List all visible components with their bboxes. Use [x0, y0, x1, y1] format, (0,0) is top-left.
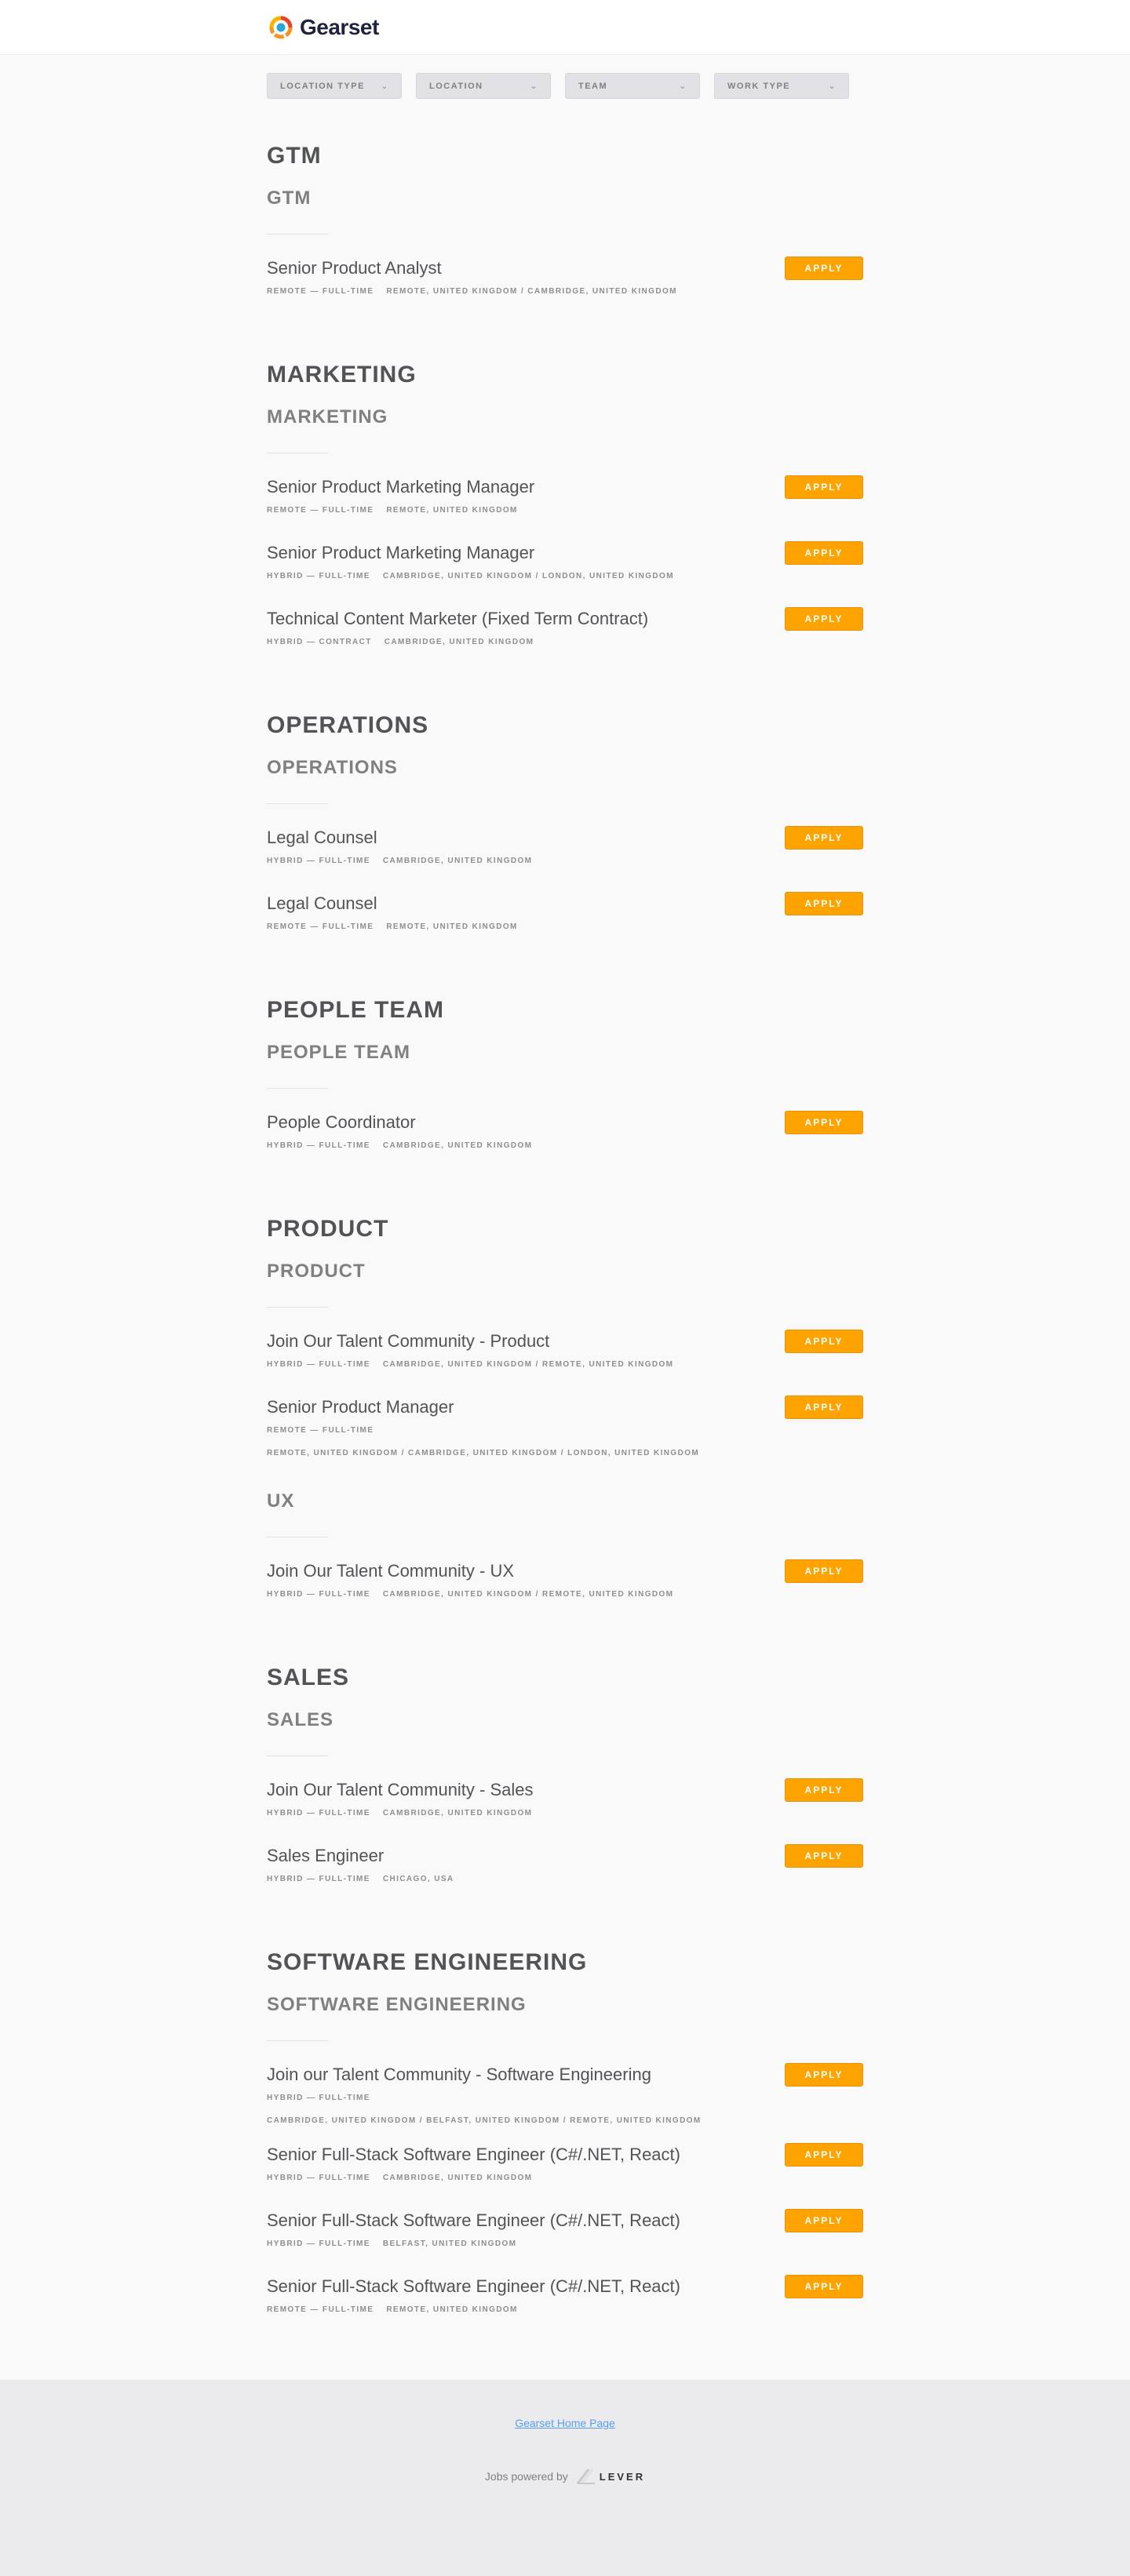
filter-work-type[interactable]	[714, 73, 849, 99]
job-commitment: HYBRID — FULL-TIME	[267, 572, 370, 580]
postings-list	[267, 453, 863, 673]
job-posting	[267, 475, 863, 541]
job-posting	[267, 1111, 863, 1177]
department-title: SALES	[267, 1665, 350, 1690]
team-title: PEOPLE TEAM	[267, 1042, 411, 1063]
postings-list	[267, 1089, 863, 1177]
apply-button[interactable]: APPLY	[785, 1559, 863, 1583]
postings-list	[267, 235, 863, 322]
job-meta	[267, 571, 863, 582]
job-title-link[interactable]: Join Our Talent Community - Product	[267, 1331, 550, 1351]
main-content	[267, 55, 863, 2380]
job-meta-location	[267, 2116, 863, 2127]
job-location: CAMBRIDGE, UNITED KINGDOM / BELFAST, UNITED KINGDOM / REMOTE, UNITED KINGDOM	[267, 2116, 702, 2125]
apply-button[interactable]: APPLY	[785, 2209, 863, 2232]
job-location: REMOTE, UNITED KINGDOM	[386, 506, 518, 515]
job-meta	[267, 856, 863, 867]
job-commitment: HYBRID — FULL-TIME	[267, 2094, 370, 2102]
job-posting	[267, 892, 863, 958]
team-title: PRODUCT	[267, 1261, 366, 1282]
gearset-logo-icon[interactable]	[267, 13, 295, 42]
job-location: CAMBRIDGE, UNITED KINGDOM	[382, 1809, 533, 1817]
job-commitment: HYBRID — FULL-TIME	[267, 2174, 370, 2182]
filter-label: TEAM	[578, 81, 608, 91]
job-title-link[interactable]: Senior Product Marketing Manager	[267, 543, 535, 562]
team-section	[267, 1027, 863, 1177]
department-title: PEOPLE TEAM	[267, 997, 445, 1023]
apply-button[interactable]: APPLY	[785, 1778, 863, 1802]
team-title: UX	[267, 1490, 295, 1512]
job-posting	[267, 2063, 863, 2143]
company-home-link[interactable]: Gearset Home Page	[515, 2417, 615, 2429]
postings-list	[267, 2041, 863, 2341]
job-title-link[interactable]: Technical Content Marketer (Fixed Term Contract)	[267, 609, 649, 628]
job-commitment: HYBRID — FULL-TIME	[267, 1809, 370, 1817]
department-section	[267, 1910, 863, 2341]
postings-list	[267, 1756, 863, 1910]
job-location: CAMBRIDGE, UNITED KINGDOM / REMOTE, UNITED KINGDOM	[382, 1360, 674, 1369]
apply-button[interactable]: APPLY	[785, 475, 863, 499]
job-meta	[267, 1589, 863, 1600]
apply-button[interactable]: APPLY	[785, 1330, 863, 1353]
filter-bar	[267, 55, 863, 104]
team-title: SOFTWARE ENGINEERING	[267, 1994, 527, 2015]
team-section	[267, 1979, 863, 2341]
job-location: REMOTE, UNITED KINGDOM	[386, 922, 518, 931]
site-header	[0, 0, 1130, 55]
lever-logo-icon	[576, 2468, 596, 2485]
job-title-link[interactable]: Senior Full-Stack Software Engineer (C#/.NET, React)	[267, 2276, 680, 2296]
team-section	[267, 173, 863, 322]
job-location: REMOTE, UNITED KINGDOM / CAMBRIDGE, UNITED KINGDOM	[386, 287, 677, 296]
chevron-down-icon: ⌄	[530, 82, 538, 91]
job-posting	[267, 2209, 863, 2275]
job-location: CAMBRIDGE, UNITED KINGDOM	[382, 857, 533, 865]
job-title-link[interactable]: Legal Counsel	[267, 893, 377, 913]
job-commitment: REMOTE — FULL-TIME	[267, 1426, 374, 1435]
job-location: REMOTE, UNITED KINGDOM / CAMBRIDGE, UNITED KINGDOM / LONDON, UNITED KINGDOM	[267, 1449, 700, 1457]
lever-logo[interactable]	[576, 2468, 645, 2485]
job-meta	[267, 2305, 863, 2316]
team-section	[267, 1475, 863, 1625]
job-posting	[267, 1330, 863, 1395]
apply-button[interactable]: APPLY	[785, 607, 863, 631]
team-title: GTM	[267, 187, 312, 209]
department-section	[267, 104, 863, 322]
job-meta	[267, 922, 863, 933]
team-section	[267, 1694, 863, 1910]
apply-button[interactable]: APPLY	[785, 1844, 863, 1868]
apply-button[interactable]: APPLY	[785, 257, 863, 280]
job-meta	[267, 637, 863, 648]
job-meta	[267, 286, 863, 297]
department-list	[267, 104, 863, 2341]
job-title-link[interactable]: Join Our Talent Community - UX	[267, 1561, 515, 1581]
job-commitment: HYBRID — FULL-TIME	[267, 1141, 370, 1150]
apply-button[interactable]: APPLY	[785, 1395, 863, 1419]
job-title-link[interactable]: Legal Counsel	[267, 828, 377, 847]
job-posting	[267, 2275, 863, 2341]
job-meta	[267, 1808, 863, 1819]
job-meta	[267, 1359, 863, 1370]
job-title-link[interactable]: Senior Product Marketing Manager	[267, 477, 535, 497]
job-commitment: REMOTE — FULL-TIME	[267, 287, 374, 296]
job-location: BELFAST, UNITED KINGDOM	[382, 2239, 517, 2248]
logo-text[interactable]: Gearset	[300, 15, 379, 39]
job-location: CAMBRIDGE, UNITED KINGDOM	[382, 2174, 533, 2182]
site-footer	[0, 2380, 1130, 2576]
chevron-down-icon: ⌄	[828, 82, 837, 91]
job-meta	[267, 2239, 863, 2250]
department-section	[267, 958, 863, 1177]
team-title: OPERATIONS	[267, 757, 398, 778]
chevron-down-icon: ⌄	[381, 82, 389, 91]
postings-list	[267, 804, 863, 958]
job-location: CAMBRIDGE, UNITED KINGDOM / LONDON, UNITED KINGDOM	[382, 572, 674, 580]
filter-label: LOCATION	[429, 81, 483, 91]
job-posting	[267, 257, 863, 322]
department-section	[267, 1625, 863, 1910]
job-commitment: REMOTE — FULL-TIME	[267, 506, 374, 515]
postings-list	[267, 1537, 863, 1625]
filter-label: LOCATION TYPE	[280, 81, 365, 91]
team-section	[267, 742, 863, 958]
job-title-link[interactable]: Senior Product Analyst	[267, 258, 442, 278]
apply-button[interactable]: APPLY	[785, 541, 863, 565]
department-title: PRODUCT	[267, 1216, 389, 1242]
postings-list	[267, 1308, 863, 1475]
job-location: CAMBRIDGE, UNITED KINGDOM	[384, 638, 534, 646]
job-posting	[267, 607, 863, 673]
job-meta	[267, 2093, 863, 2104]
job-title-link[interactable]: Join our Talent Community - Software Engineering	[267, 2065, 651, 2084]
filter-location-type[interactable]	[267, 73, 402, 99]
job-title-link[interactable]: Senior Full-Stack Software Engineer (C#/.NET, React)	[267, 2145, 680, 2164]
job-commitment: REMOTE — FULL-TIME	[267, 922, 374, 931]
job-location: CAMBRIDGE, UNITED KINGDOM / REMOTE, UNITED KINGDOM	[382, 1590, 674, 1599]
job-posting	[267, 1844, 863, 1910]
apply-button[interactable]: APPLY	[785, 2143, 863, 2167]
team-title: MARKETING	[267, 406, 388, 428]
team-title: SALES	[267, 1709, 334, 1730]
department-section	[267, 322, 863, 673]
job-posting	[267, 826, 863, 892]
job-posting	[267, 1559, 863, 1625]
department-title: SOFTWARE ENGINEERING	[267, 1949, 588, 1975]
job-commitment: HYBRID — FULL-TIME	[267, 857, 370, 865]
apply-button[interactable]: APPLY	[785, 1111, 863, 1134]
filter-label: WORK TYPE	[727, 81, 791, 91]
job-posting	[267, 541, 863, 607]
job-title-link[interactable]: Join Our Talent Community - Sales	[267, 1780, 534, 1799]
job-meta-location	[267, 1448, 863, 1459]
job-commitment: HYBRID — CONTRACT	[267, 638, 372, 646]
lever-logo-text: LEVER	[599, 2470, 646, 2483]
team-section	[267, 1246, 863, 1475]
job-meta	[267, 2173, 863, 2184]
job-meta	[267, 1874, 863, 1885]
job-location: CAMBRIDGE, UNITED KINGDOM	[382, 1141, 533, 1150]
department-title: MARKETING	[267, 362, 417, 387]
job-commitment: HYBRID — FULL-TIME	[267, 2239, 370, 2248]
filter-location[interactable]	[416, 73, 551, 99]
department-section	[267, 1177, 863, 1625]
apply-button[interactable]: APPLY	[785, 892, 863, 915]
job-commitment: HYBRID — FULL-TIME	[267, 1875, 370, 1883]
filter-team[interactable]	[565, 73, 700, 99]
department-title: GTM	[267, 143, 322, 169]
team-section	[267, 391, 863, 673]
job-location: CHICAGO, USA	[382, 1875, 454, 1883]
job-meta	[267, 1141, 863, 1152]
job-posting	[267, 2143, 863, 2209]
job-meta	[267, 1425, 863, 1436]
apply-button[interactable]: APPLY	[785, 2275, 863, 2298]
job-title-link[interactable]: Senior Full-Stack Software Engineer (C#/.NET, React)	[267, 2210, 680, 2230]
job-commitment: REMOTE — FULL-TIME	[267, 2305, 374, 2314]
job-location: REMOTE, UNITED KINGDOM	[386, 2305, 518, 2314]
apply-button[interactable]: APPLY	[785, 826, 863, 850]
job-title-link[interactable]: Sales Engineer	[267, 1846, 385, 1865]
job-title-link[interactable]: People Coordinator	[267, 1112, 416, 1132]
job-title-link[interactable]: Senior Product Manager	[267, 1397, 454, 1417]
powered-by-text: Jobs powered by	[484, 2470, 568, 2483]
apply-button[interactable]: APPLY	[785, 2063, 863, 2087]
job-posting	[267, 1778, 863, 1844]
job-commitment: HYBRID — FULL-TIME	[267, 1360, 370, 1369]
department-title: OPERATIONS	[267, 712, 429, 738]
powered-by	[0, 2468, 1130, 2485]
job-posting	[267, 1395, 863, 1475]
job-commitment: HYBRID — FULL-TIME	[267, 1590, 370, 1599]
job-meta	[267, 505, 863, 516]
department-section	[267, 673, 863, 958]
chevron-down-icon: ⌄	[679, 82, 687, 91]
